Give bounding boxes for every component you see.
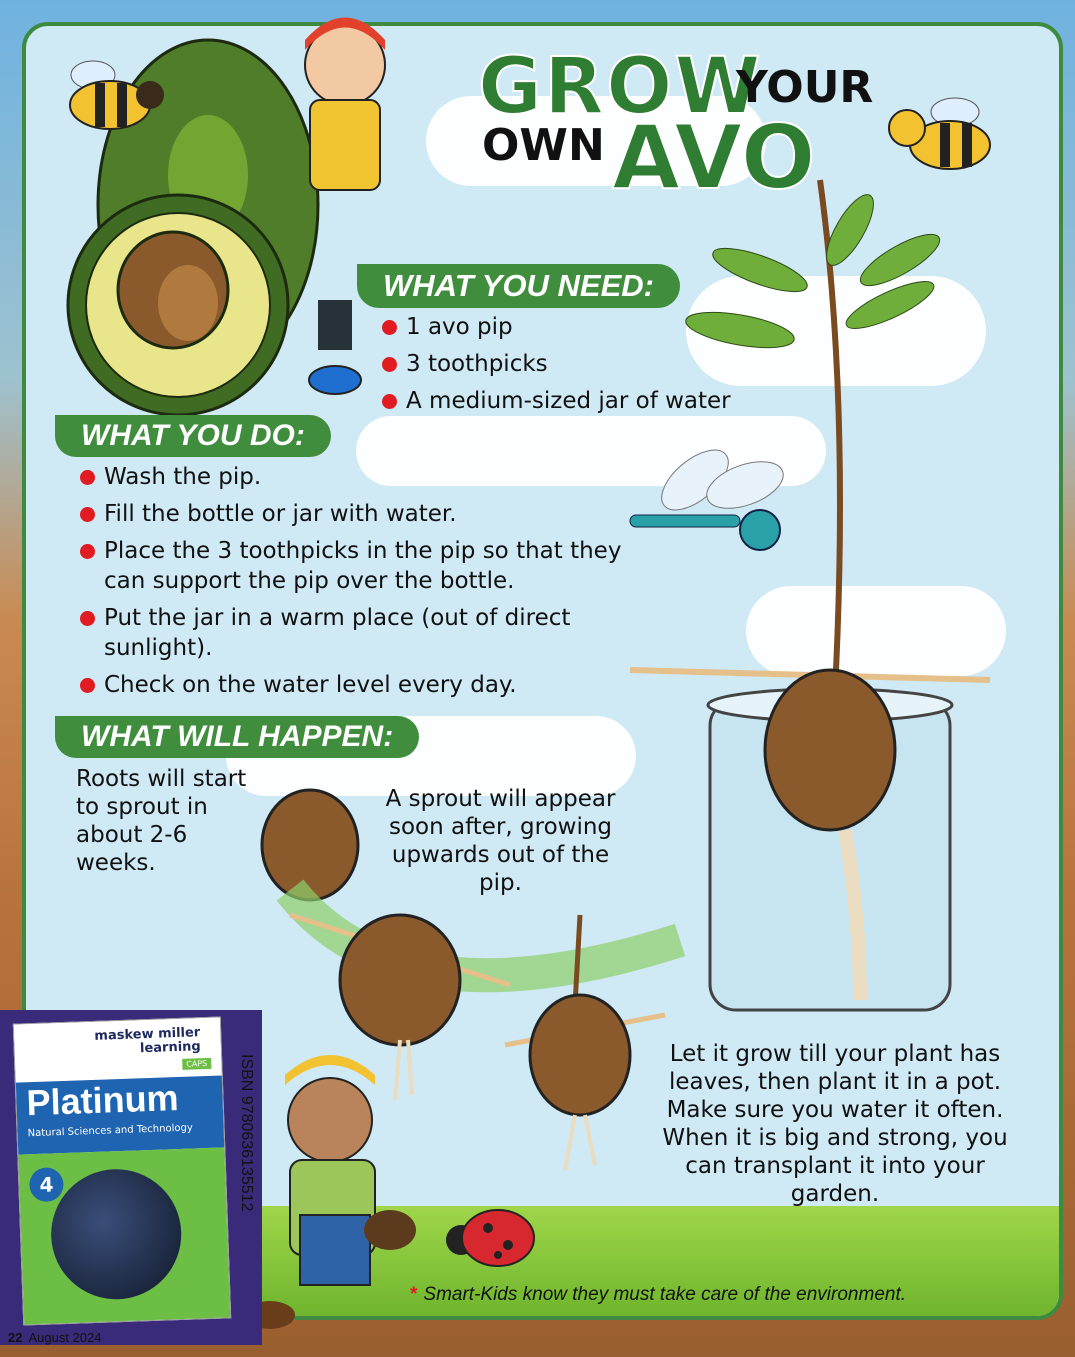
asterisk-icon: *: [410, 1284, 418, 1305]
issue-date: August 2024: [28, 1330, 102, 1345]
bullet-icon: [80, 611, 95, 626]
footnote: * Smart-Kids know they must take care of the environment.: [410, 1284, 907, 1305]
publisher-name: maskew miller learning: [94, 1025, 201, 1057]
bee-illustration: [55, 50, 165, 140]
page-number: 22: [8, 1330, 23, 1345]
bullet-icon: [382, 394, 397, 409]
kneeling-boy-illustration: [240, 1045, 420, 1335]
book-subtitle: Natural Sciences and Technology: [27, 1122, 193, 1140]
title-your: YOUR: [736, 62, 874, 113]
list-item: Check on the water level every day.: [78, 670, 638, 700]
ladybird-illustration: [443, 1200, 538, 1270]
page-footer: [8, 1330, 101, 1345]
sprout-text: A sprout will appear soon after, growing upwards out of the pip.: [385, 786, 616, 896]
grade-badge: 4: [29, 1167, 64, 1202]
list-item: Wash the pip.: [78, 462, 638, 492]
book-title: Platinum: [25, 1076, 180, 1124]
what-you-need-heading: WHAT YOU NEED:: [357, 264, 680, 308]
bullet-icon: [80, 507, 95, 522]
what-you-do-heading: WHAT YOU DO:: [55, 415, 331, 457]
what-you-need-list: [380, 312, 780, 423]
title-own: OWN: [482, 120, 605, 171]
list-item: Put the jar in a warm place (out of direct sunlight).: [78, 603, 638, 663]
bullet-icon: [382, 357, 397, 372]
caps-badge: CAPS: [182, 1058, 211, 1070]
list-item: 1 avo pip: [380, 312, 780, 342]
grow-text: Let it grow till your plant has leaves, then plant it in a pot. Make sure you water it often. When it is big and strong, you can transplant it into your garden.: [662, 1041, 1008, 1207]
isbn: ISBN 9780636135512: [238, 1054, 255, 1212]
title-avo: AVO: [612, 106, 816, 209]
list-item: Place the 3 toothpicks in the pip so that they can support the pip over the bottle.: [78, 536, 638, 596]
list-item: 3 toothpicks: [380, 349, 780, 379]
book-cover[interactable]: [13, 1016, 231, 1325]
list-item: A medium-sized jar of water: [380, 386, 780, 416]
what-will-happen-heading: WHAT WILL HAPPEN:: [55, 716, 419, 758]
bullet-icon: [382, 320, 397, 335]
title-grow: GROW: [478, 42, 763, 132]
what-you-do-list: [78, 462, 638, 707]
bullet-icon: [80, 544, 95, 559]
bullet-icon: [80, 678, 95, 693]
list-item: Fill the bottle or jar with water.: [78, 499, 638, 529]
roots-text: Roots will start to sprout in about 2-6 weeks.: [76, 766, 247, 876]
bullet-icon: [80, 470, 95, 485]
